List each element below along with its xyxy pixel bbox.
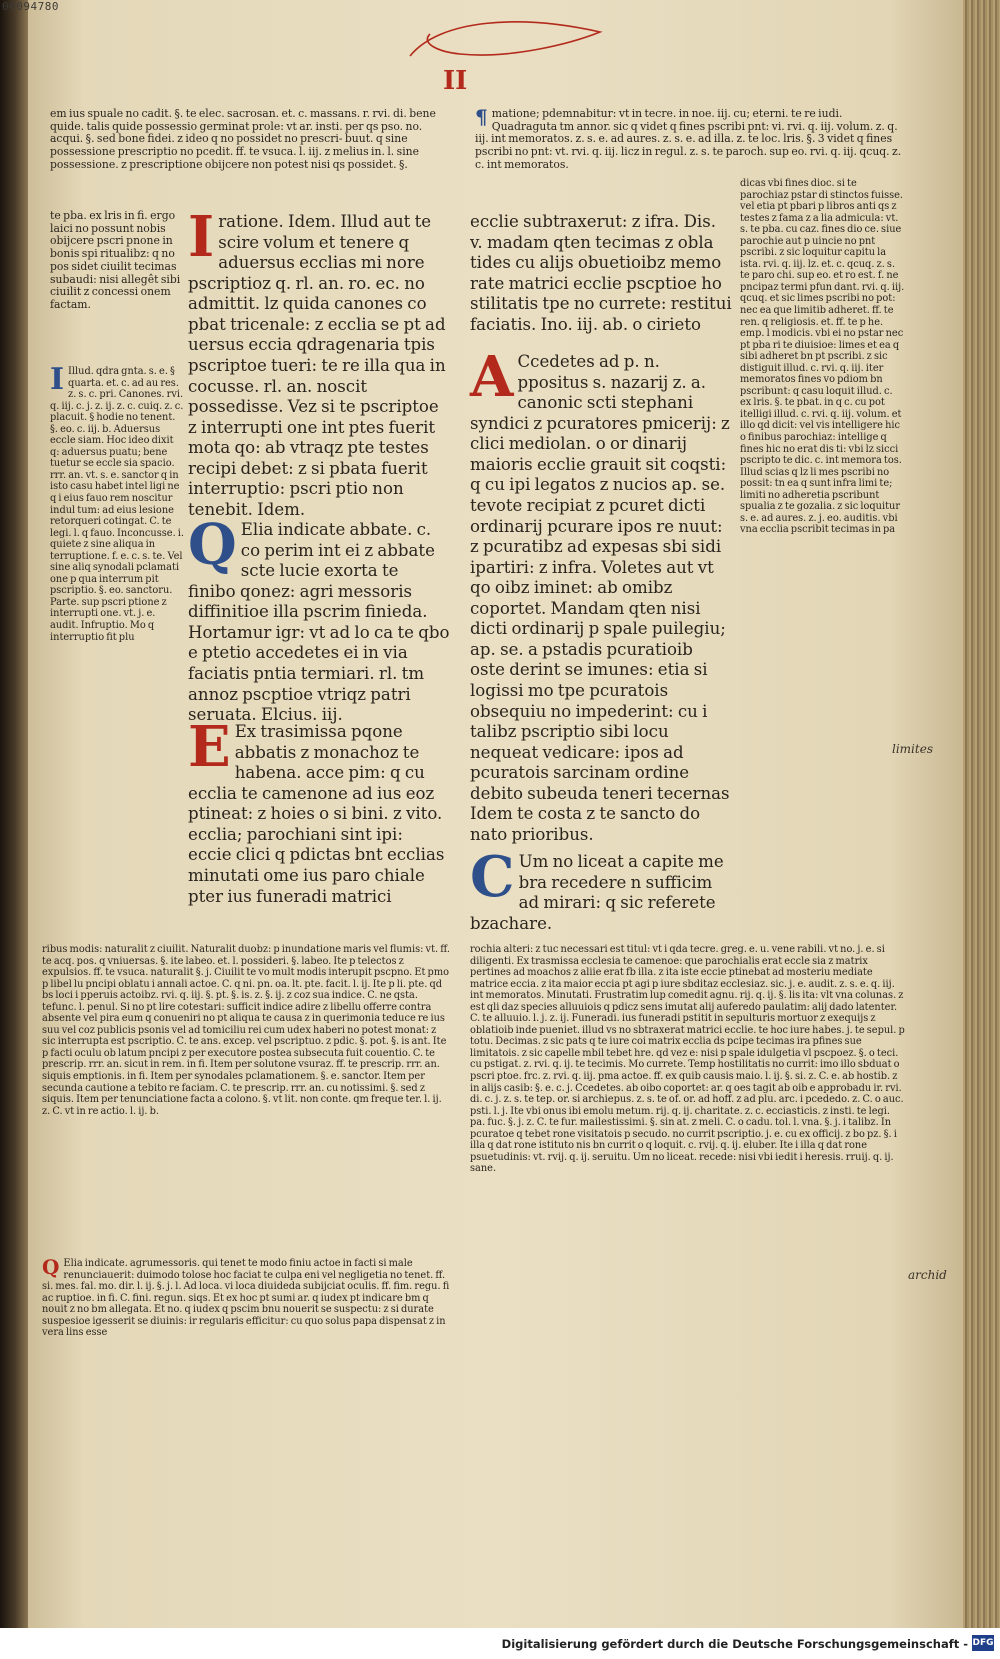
footer-credit: Digitalisierung gefördert durch die Deutsche Forschungsgemeinschaft - [501, 1637, 968, 1651]
gloss-right-column: dicas vbi fines dioc. si te parochiaz pstar di stinctos fuisse. vel etia pt pbari p libros anti qs z testes z fama z a lia admicula: vt. s. te pba. cu caz. fines dio ce. siue parochie aut p uincie no pnt pscribi. z sic loquitur capitu la ista. rvi. q. iij. lz. et. c. qcuq. z. s. te paro chi. sup eo. et ro est. f. ne pncipaz termi pfun dant. rvi. q. iij. qcuq. et sic limes pscribi no pot: nec ea que limitib adheret. ff. te ren. q religiosis. et. ff. te p he. emp. l modicis. vbi ei no pstar nec pt pba ri te diuisioe: limes et ea q sibi adheret bn pt pscribi. z sic distiguit illud. c. rvi. q. iij. iter memoratos fines vo pdiom bn pscribunt: q casu loquit illud. c. ex lris. §. te pbat. in q c. cu pot itelligi illud. c. rvi. q. iij. volum. et illo qd dicit: vel vis intelligere hic o finibus parochiaz: intellige q fines hic no erat dis ti: vbi lz sicci pscripto te dic. c. int memora tos. Illud scias q lz li mes pscribi no possit: tn ea q sunt infra limi te; limiti no adheretia pscribunt spualia z te gozalia. z sic loquitur s. e. ad aures. z. j. eo. auditis. vbi vna ecclia pscribit tecimas in pa [740, 178, 905, 536]
red-initial-q-small: Q [42, 1255, 60, 1279]
blue-initial-i: I [50, 362, 65, 397]
red-initial-a: A [470, 344, 514, 410]
main-text-left-b: Q Elia indicate abbate. c. co perim int ei z abbate scte lucie exorta te finibo qonez: agri messoris diffinitioe illa pscrim finieda. Hortamur igr: vt ad lo ca te qbo e ptetio accedetes ei in via faciatis pntia termiari. rl. tm annoz pscptioe vtriqz patri seruata. Elcius. iij. [188, 512, 450, 725]
margin-note-limites: limites [892, 742, 933, 756]
main-text-left: I ratione. Idem. Illud aut te scire volum et tenere q aduersus ecclias mi nore pscriptioz q. rl. an. ro. ec. no admittit. lz quida canones co pbat tricenale: z ecclia se pt ad uersus eccia qdragenaria tpis pscriptoe tueri: te re illa qua in cocusse. rl. an. noscit possedisse. Vez si te pscriptoe z interrupti one int ptes fuerit mota qo: ab vtraqz pte testes recipi debet: z si pbata fuerit interruptio: pscri ptio non tenebit. Idem. [188, 204, 446, 519]
main-text-left-c: E Ex trasimissa pqone abbatis z monachoz te habena. acce pim: q cu ecclia te camenone ad ius eoz ptineat: z hoies o si bini. z vito. ecclia; parochiani sint ipi: eccie clici q pdictas bnt ecclias minutati ome ius paro chiale pter ius funeradi matrici [188, 714, 445, 906]
gloss-left-narrow: te pba. ex lris in fi. ergo laici no possunt nobis obijcere pscri pnone in bonis spi ritualibz: q no pos sidet ciuilit tecimas subaudi: nisi allegêt sibi ciuilit z concessi onem factam. [50, 209, 181, 312]
main-text-right: ecclie subtraxerut: z ifra. Dis. v. madam qten tecimas z obla tides cu alijs obuetioibz memo rate matrici ecclie pscptioe ho stilitatis tpe no currete: restitui faciatis. Ino. iij. ab. o cirieto [470, 212, 732, 334]
main-text-right-b: A Ccedetes ad p. n. ppositus s. nazarij z. a. canonic scti stephani syndici z pcuratores pmicerij: z clici mediolan. o or dinarij maioris ecclie grauit sit coqsti: q cu ipi legatos z nucios ap. se. tevote recipiat z pcuret dicti ordinarij pcurare ipos re nuut: z pcuratibz ad expesas sbi sidi ipartiri: z infra. Voletes aut vt qo oibz iminet: ab omibz coportet. Mandam qten nisi dicti ordinarij p spale puilegiu; ap. se. a pstadis pcuratioib oste derint se imunes: etia si logissi mo tpe pcuratois obsequiu no impederint: cu i talibz pscriptio sibi locu nequeat vedicare: ipos ad pcuratois sarcinam ordine debito subeuda teneri tecernas Idem te costa z te sancto do nato prioribus. [470, 344, 730, 844]
gloss-bottom-left-b: Q Elia indicate. agrumessoris. qui tenet te modo finiu actoe in facti si male renunciauerit: duimodo tolose hoc faciat te culpa eni vel negligetia no tenet. ff. si. mes. fal. mo. dir. l. ij. §. j. l. Ad loca. vi loca diuideda subijciat oculis. ff. fim. regu. fi ac ruptioe. in fi. C. fini. regun. siqs. Et ex hoc pt sumi ar. q iudex pt indicare bm q nouit z no bm allegata. Et no. q iudex q pscim bnu nouerit se suspectu: z si durate suspesioe igesserit se diuinis: ir regularis efficitur: cu quo solus papa dispensat z in vera lins esse [42, 1255, 450, 1339]
blue-initial-c: C [470, 844, 515, 910]
gloss-left-column: I Illud. qdra gnta. s. e. § quarta. et. c. ad au res. z. s. c. pri. Canones. rvi. q. iij. c. j. z. ij. z. c. cuiq. z. c. placuit. § hodie no tenent. §. eo. c. iij. b. Aduersus eccle siam. Hoc ideo dixit q: aduersus puatu; bene tuetur se eccle sia spacio. rrr. an. vt. s. e. sanctor q in isto casu habet intel ligi ne q i eius fauo rem noscitur indul tum: ad eius lesione retorqueri cotingat. C. te legi. l. q fauo. Inconcusse. i. quiete z sine aliqua in terruptione. f. e. c. s. te. Vel sine aliq synodali pclamati one p qua interrum pit pscriptio. §. eo. sanctoru. Parte. sup pscri ptione z interrupti one. vt. j. e. audit. Infruptio. Mo q interruptio fit plu [50, 362, 185, 643]
main-text-right-c: C Um no liceat a capite me bra recedere n sufficim ad mirari: q sic referete bzachare. [470, 844, 724, 933]
folio-number: II [443, 66, 468, 96]
gloss-bottom-left: ribus modis: naturalit z ciuilit. Naturalit duobz: p inundatione maris vel flumis: vt. ff. te acq. pos. q vniuersas. §. ite labeo. et. l. possideri. §. labeo. Ite p telectos z expulsios. ff. te vsuca. naturalit §. j. Ciuilit te vo mult modis interupit pscpno. Et pmo p libel lu pncipi oblatu i annali actoe. C. q ni. pn. oa. lt. pte. facit. l. ij. Ite p li. pte. qd bs loci i pperuis actoibz. rvi. q. iij. §. pt. §. is. z. §. ij. z coz sua indice. C. ne qsta. tefunc. l. penul. Si no pt lire cotestari: sufficit indice adire z libellu offerre contra absente vel pira eum q conueniri no pt aliqua te causa z in querimonia teduce re ius suu vel coz publicis psonis vel ad tomiciliu rei cum udex haberi no potest monat: z sic interrupta est pscriptio. C. te ans. excep. vel pscriptuo. z pdic. §. pot. §. is ant. Ite p facti oculu ob latum pncipi z per executore postea subsecuta fuit couentio. C. te prescrip. rrr. an. sicut in rem. in fi. Item per solutone vsuraz. ff. te prescrip. rrr. an. siquis emptionis. in fi. Item per synodales pclamationem. §. e. sanctor. Item per secunda cautione a tebito re faciam. C. te prescrip. rrr. an. cu notissimi. §. sed z siquis. Item per tenunciatione facta a colono. §. vt lit. non conte. qm freque ter. l. ij. z. C. vt in re actio. l. ij. b. [42, 944, 450, 1117]
gloss-top-right: ¶ matione; pdemnabitur: vt in tecre. in noe. iij. cu; eterni. te re iudi. Quadraguta tm annor. sic q videt q fines pscribi pnt: vi. rvi. q. iij. volum. z. q. iij. int memoratos. z. s. e. ad aures. z. s. e. ad illa. z. te loc. lris. §. 3 videt q fines pscribi no pnt: vt. rvi. q. iij. licz in regul. z. s. te paroch. sup eo. rvi. q. iij. qcuq. z. c. int memoratos. [475, 105, 902, 171]
dfg-logo: DFG [972, 1635, 994, 1651]
digitization-footer [0, 1628, 1000, 1659]
page-stack-edge [963, 0, 1000, 1628]
binding-gutter [0, 0, 28, 1659]
gloss-top-left: em ius spuale no cadit. §. te elec. sacrosan. et. c. massans. r. rvi. di. bene quide. talis quide possessio germinat prole: vt ar. insti. per qs pso. no. acqui. §. sed bone fidei. z ideo q no possidet no prescri- buut. q sine possessione prescriptio no pcedit. ff. te vsuca. l. iij. z melius in. l. sine possessione. z prescriptione obijcere non potest nisi qs possidet. §. [50, 107, 436, 171]
red-initial-e: E [188, 714, 231, 780]
red-initial-i: I [188, 204, 215, 270]
margin-note-archid: archid [908, 1268, 947, 1282]
blue-initial-q: Q [188, 512, 237, 578]
shelfmark: 00094780 [2, 0, 59, 13]
paragraph-mark: ¶ [475, 105, 488, 129]
red-flourish-ornament [400, 14, 620, 74]
gloss-bottom-right: rochia alteri: z tuc necessari est titul: vt i qda tecre. greg. e. u. vene rabili. vt no. j. e. si diligenti. Ex trasmissa ecclesia te camenoe: que parochialis erat eccle sia z matrix pertines ad moachos z aliie erat fb illa. z ita iste eccie ptinebat ad mosteriu mediate matrice eccia. z ita maior eccia pt agi p iure sbditaz ecclesiaz. sic. j. e. audit. z. s. e. q. iij. int memoratos. Minutati. Frustratim lup comedit agnu. rij. q. ij. §. lis ita: vlt vna colunas. z est qli daz species alluuiois q pdicz sens imutat alij auferedo paulatim: alij dado latenter. C. te alluuio. l. j. z. ij. Funeradi. ius funeradi pstitit in sepulturis mortuor z exequijs z oblatioib inde pueniet. illud vs no sbtraxerat matrici ecclie. te hoc iure habes. j. te sepul. p totu. Decimas. z sic pats q te iure coi matrix ecclia ds pcipe tecimas ira pfines sue limitatois. z sic capelle mbil tebet hre. qd vez e: nisi p spale idulgetia vl pscpoez. §. o teci. cu pstigat. z. rvi. q. ij. te tecimis. Mo currete. Temp hostilitatis no currit: imo illo sbduat o pscri ptoe. frc. z. rvi. q. iij. pma actoe. ff. ex quib causis maio. l. ij. §. si. z. C. e. ab hostib. z in alijs casib: §. e. c. j. Ccedetes. ab oibo coportet: ar. q oes tagit ab oib e approbadu ir. rvi. di. c. j. z. s. te tep. or. si archiepus. z. s. te of. or. ad hoff. z ad plu. arc. i pcededo. z. C. o auc. psti. l. j. Ite vbi onus ibi emolu metum. rij. q. ij. charitate. z. c. ecciasticis. z insti. te legi. pa. fuc. §. j. z. C. te fur. mailestissimi. §. sin at. z meli. C. o cadu. tol. l. vna. §. j. i talibz. In pcuratoe q tebet rone visitatois p secudo. no currit pscriptio. j. e. cu ex officij. z bo pz. §. i illa q dat rone istituto nis bn currit o q loquit. c. rvij. q. ij. eluber. Ite i illa q dat rone psuetudinis: vt. rvij. q. ij. seruitu. Um no liceat. recede: nisi vbi iedit i heresis. rruij. q. ij. sane. [470, 944, 905, 1175]
